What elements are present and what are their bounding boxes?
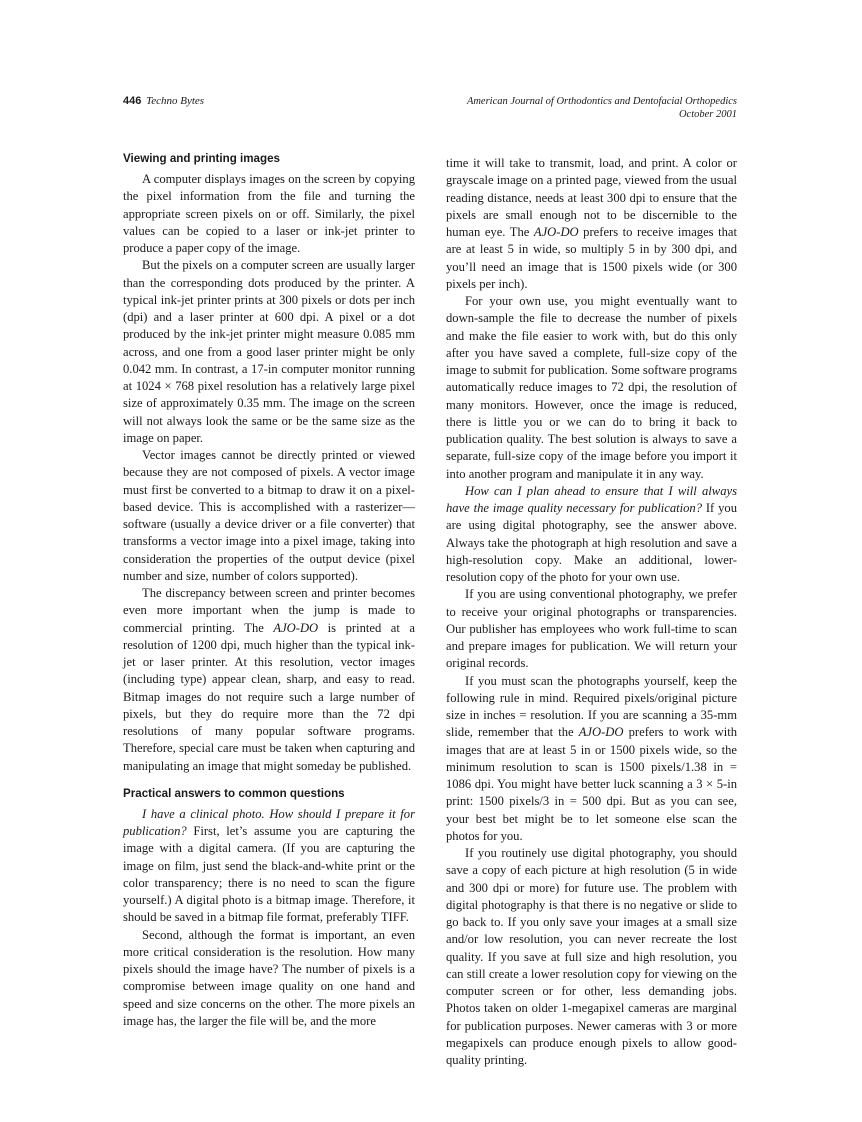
paragraph — [123, 257, 415, 447]
question-text: I have a clinical photo. How should I prepare it for publication? — [123, 806, 415, 838]
paragraph — [123, 585, 415, 775]
section-heading-practical-answers: Practical answers to common questions — [123, 786, 345, 800]
paragraph-text: is printed at a resolution of 1200 dpi, much higher than the typical ink-jet or laser printer. At this resolution, vector images (including type) appear clean, sharp, and easy to read. Bitmap images do not require such a large number of pixels, but they do require more than the 72 dpi resolutions of many popular software programs. Therefore, special care must be taken when capturing and manipulating an image that might someday be published. — [123, 620, 415, 773]
page-number: 446 — [123, 95, 142, 107]
left-column — [123, 150, 415, 1030]
paragraph-text: Second, although the format is important, an even more critical consideration is the resolution. How many pixels should the image have? The number of pixels is a compromise between image quality on one hand and speed and size concerns on the other. The more pixels an image has, the larger the file will be, and the more — [123, 927, 415, 1028]
paragraph-text: The discrepancy between screen and printer becomes even more important when the jump is made to commercial printing. The — [123, 586, 415, 635]
question-text: How can I plan ahead to ensure that I will always have the image quality necessary for publication? — [446, 483, 737, 515]
paragraph-text: prefers to receive images that are at least 5 in wide, so multiply 5 in by 300 dpi, and you’ll need an image that is 1500 pixels wide (or 300 pixels per inch). — [446, 225, 737, 291]
paragraph-text: A computer displays images on the screen by copying the pixel information from the file and turning the appropriate screen pixels on or off. Similarly, the pixel values can be copied to a laser or ink-jet printer to produce a paper copy of the image. — [123, 172, 415, 255]
issue-date: October 2001 — [678, 109, 737, 120]
paragraph — [446, 845, 737, 1069]
paragraph — [123, 927, 415, 1031]
journal-abbrev: AJO-DO — [578, 725, 624, 740]
paragraph — [446, 586, 737, 672]
section-heading-viewing-printing: Viewing and printing images — [123, 152, 280, 165]
paragraph — [123, 171, 415, 257]
paragraph-text: prefers to work with images that are at least 5 in or 1500 pixels wide, so the minimum resolution to scan is 1500 pixels/1.38 in = 1086 dpi. You might have better luck scanning a 3 × 5-in print: 1500 pixels/3 in = 500 dpi. But as you can see, your best bet might be to let someone else scan the photos for you. — [446, 725, 738, 843]
paragraph-text: Vector images cannot be directly printed or viewed because they are not composed of pixels. A vector image must first be converted to a bitmap to draw it on a pixel-based device. This is accomplished with a rasterizer—software (usually a device driver or a file converter) that transforms a vector image into a pixel image, taking into consideration the properties of the output device (pixel number and size, number of colors supported). — [123, 448, 415, 583]
paragraph-text: For your own use, you might eventually want to down-sample the file to decrease the number of pixels and make the file easier to work with, but do this only after you have saved a complete, full-size copy of the image to submit for publication. Some software programs automatically reduce images to 72 dpi, the resolution of many monitors. However, once the image is reduced, there is little you or we can do to bring it back to publication quality. The best solution is always to save a separate, full-size copy of the image before you import it into another program and manipulate it in any way. — [446, 294, 737, 481]
running-head-right — [467, 95, 737, 121]
paragraph-continued — [446, 155, 737, 293]
paragraph-text: But the pixels on a computer screen are usually larger than the corresponding dots produced by the printer. A typical ink-jet printer prints at 300 pixels or dots per inch (dpi) and a laser printer at 600 dpi. A pixel or a dot produced by the ink-jet printer might measure 0.085 mm across, and one from a good laser printer might be only 0.042 mm. In contrast, a 17-in computer monitor running at 1024 × 768 pixel resolution has a relatively large pixel size of approximately 0.35 mm. The image on the screen will not always look the same or be the same size as the image on paper. — [123, 258, 415, 445]
paragraph-text: If you routinely use digital photography, you should save a copy of each picture at high resolution (5 in wide and 300 dpi or more) for future use. The problem with digital photography is that there is no negative or slide to go back to. If you only save your images at a small size and/or low resolution, you can never recreate the lost quality. If you save at full size and high resolution, you can still create a lower resolution copy for viewing on the computer screen or for other, less demanding jobs. Photos taken on older 1-megapixel cameras are marginal for publication purposes. Newer cameras with 3 or more megapixels can produce enough pixels to allow good-quality printing. — [446, 846, 737, 1067]
paragraph-text: First, let’s assume you are capturing the image with a digital camera. (If you are capturing the image on film, just send the black-and-white print or the color transparency; there is no need to scan the figure yourself.) A digital photo is a bitmap image. Therefore, it should be saved in a bitmap file format, preferably TIFF. — [123, 824, 415, 925]
running-head-left — [123, 95, 204, 107]
paragraph-text: If you must scan the photographs yourself, keep the following rule in mind. Required pixels/original picture size in inches = resolution. If you are scanning a 35-mm slide, remember that the — [446, 673, 737, 740]
paragraph — [123, 806, 415, 927]
journal-abbrev: AJO-DO — [273, 620, 319, 635]
journal-title: American Journal of Orthodontics and Dentofacial Orthopedics — [466, 96, 737, 107]
paragraph — [446, 483, 737, 587]
right-column — [446, 155, 737, 1069]
paragraph-text: time it will take to transmit, load, and print. A color or grayscale image on a printed page, viewed from the usual reading distance, needs at least 300 dpi to ensure that the pixels are small enough not to be discernible to the human eye. The — [446, 156, 737, 239]
paragraph-text: If you are using conventional photography, we prefer to receive your original photographs or transparencies. Our publisher has employees who work full-time to scan and prepare images for publication. We will return your original records. — [446, 587, 737, 671]
journal-abbrev: AJO-DO — [533, 225, 579, 239]
paragraph — [446, 673, 737, 846]
paragraph-text: If you are using digital photography, see the answer above. Always take the photograph at high resolution and save a high-resolution copy. Make an additional, lower-resolution copy of the photo for your own use. — [446, 501, 737, 584]
paragraph — [123, 447, 415, 585]
section-name: Techno Bytes — [146, 95, 205, 107]
paragraph — [446, 293, 737, 483]
